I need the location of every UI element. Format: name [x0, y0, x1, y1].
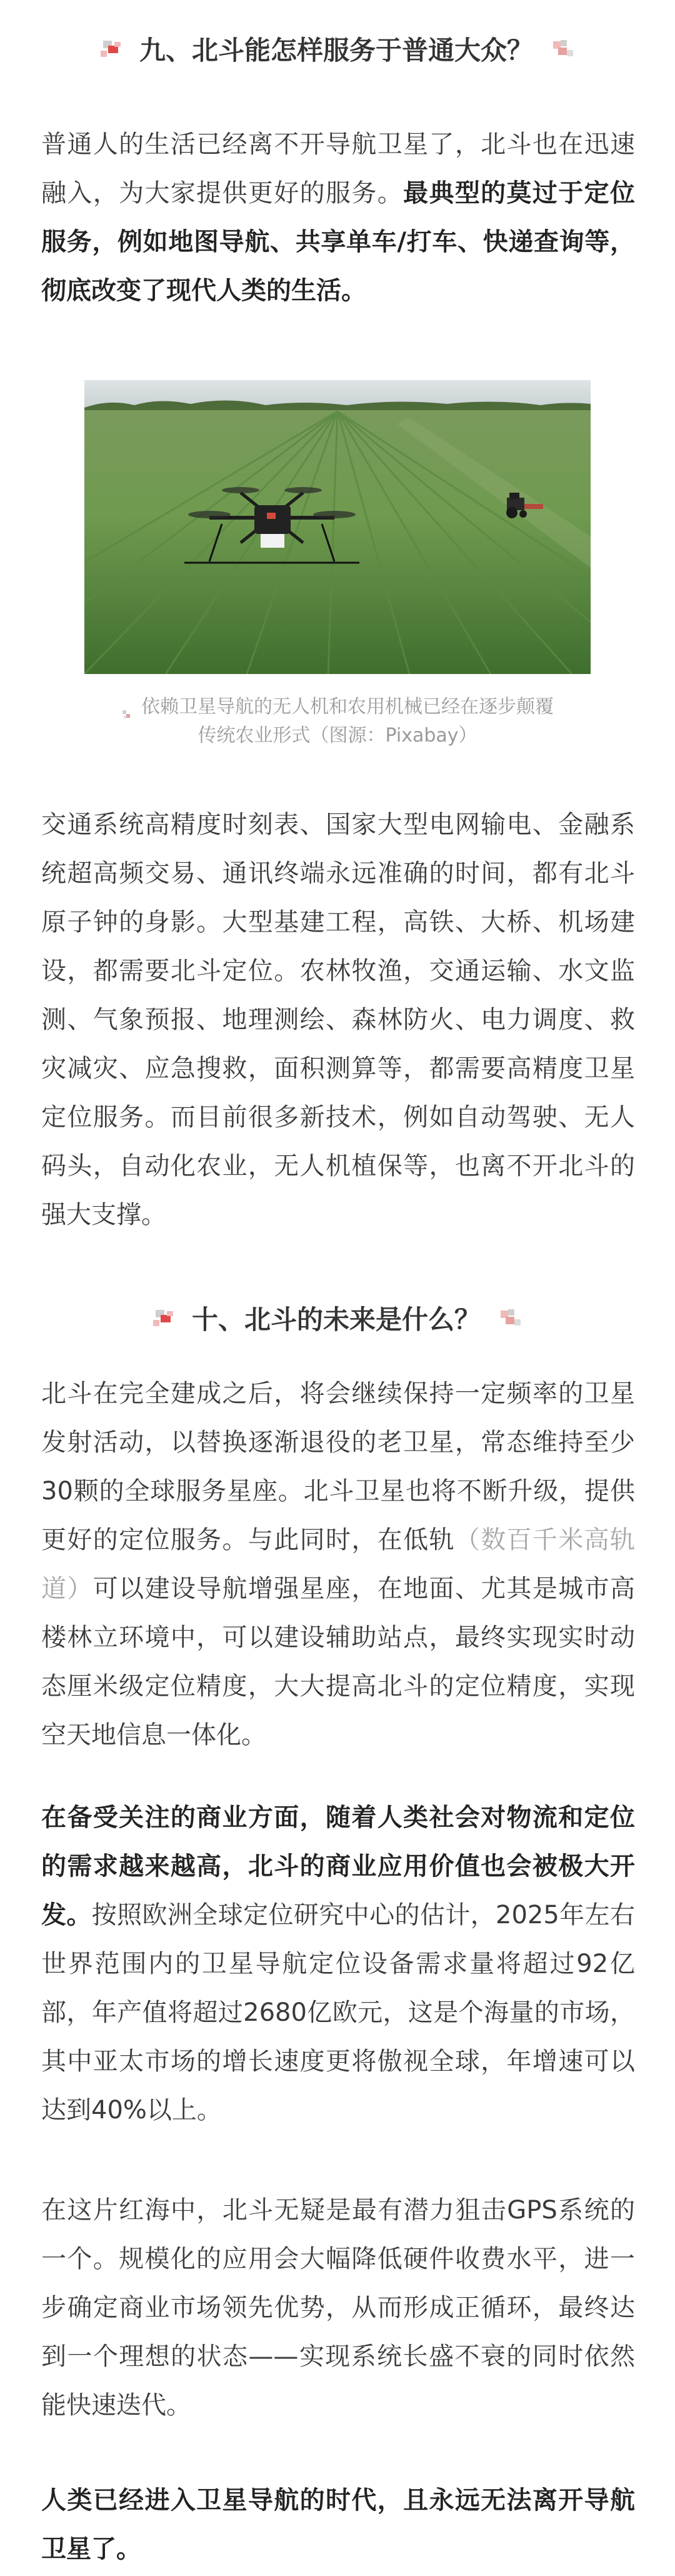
image-caption: [112, 693, 562, 750]
p1-muted-note: （数百千米高轨道）: [41, 1526, 636, 1603]
intro-plain-text: 普通人的生活已经离不开导航卫星了，北斗也在迅速融入，为大家提供更好的服务。: [41, 130, 635, 208]
caption-marker-icon: [121, 700, 132, 712]
heading-decoration-right-icon: [499, 1308, 523, 1328]
drone-farm-illustration: [84, 380, 591, 674]
p2-plain-text: 按照欧洲全球定位研究中心的估计，2025年左右世界范围内的卫星导航定位设备需求量将超过92亿部，年产值将超过2680亿欧元，这是个海量的市场，其中亚太市场的增长速度更将傲视全球，年增速可以达到40%以上。: [41, 1901, 635, 2125]
section-10-paragraph-2: [41, 1793, 635, 2135]
section-10-paragraph-3: 在这片红海中，北斗无疑是最有潜力狙击GPS系统的一个。规模化的应用会大幅降低硬件收费水平，进一步确定商业市场领先优势，从而形成正循环，最终达到一个理想的状态——实现系统长盛不衰的同时依然能快速迭代。: [41, 2196, 635, 2420]
section-10-title: 十、北斗的未来是什么？: [191, 1304, 481, 1335]
section-10-paragraph-1: [41, 1369, 635, 1759]
p4-bold-text: 人类已经进入卫星导航的时代，且永远无法离开导航卫星了。: [41, 2486, 635, 2563]
section-9-title: 九、北斗能怎样服务于普通大众？: [139, 35, 533, 66]
heading-decoration-left-icon: [99, 39, 123, 58]
section-9-body: 交通系统高精度时刻表、国家大型电网输电、金融系统超高频交易、通讯终端永远准确的时间，都有北斗原子钟的身影。大型基建工程，高铁、大桥、机场建设，都需要北斗定位。农林牧渔，交通运输、水文监测、气象预报、地理测绘、森林防火、电力调度、救灾减灾、应急搜救，面积测算等，都需要高精度卫星定位服务。而目前很多新技术，例如自动驾驶、无人码头，自动化农业，无人机植保等，也离不开北斗的强大支撑。: [41, 810, 635, 1229]
heading-decoration-right-icon: [552, 39, 576, 59]
drone-farm-photo: [84, 380, 591, 674]
p2-bold-text: 在备受关注的商业方面，随着人类社会对物流和定位的需求越来越高，北斗的商业应用价值也会被极大开发。: [41, 1803, 635, 1929]
section-9-intro: [41, 120, 635, 315]
section-10-paragraph-4: [41, 2476, 635, 2573]
p1-text-a: 北斗在完全建成之后，将会继续保持一定频率的卫星发射活动，以替换逐渐退役的老卫星，常态维持至少30颗的全球服务星座。北斗卫星也将不断升级，提供更好的定位服务。与此同时，在低轨: [41, 1379, 635, 1554]
heading-decoration-left-icon: [152, 1309, 176, 1327]
section-9-heading: [0, 30, 675, 68]
p1-text-b: 可以建设导航增强星座，在地面、尤其是城市高楼林立环境中，可以建设辅助站点，最终实现实时动态厘米级定位精度，大大提高北斗的定位精度，实现空天地信息一体化。: [41, 1574, 636, 1749]
section-10-heading: [0, 1299, 675, 1337]
image-caption-text: 依赖卫星导航的无人机和农用机械已经在逐步颠覆传统农业形式（图源：Pixabay）: [141, 696, 554, 747]
intro-bold-text: 最典型的莫过于定位服务，例如地图导航、共享单车/打车、快递查询等，彻底改变了现代人类的生活。: [41, 179, 636, 305]
